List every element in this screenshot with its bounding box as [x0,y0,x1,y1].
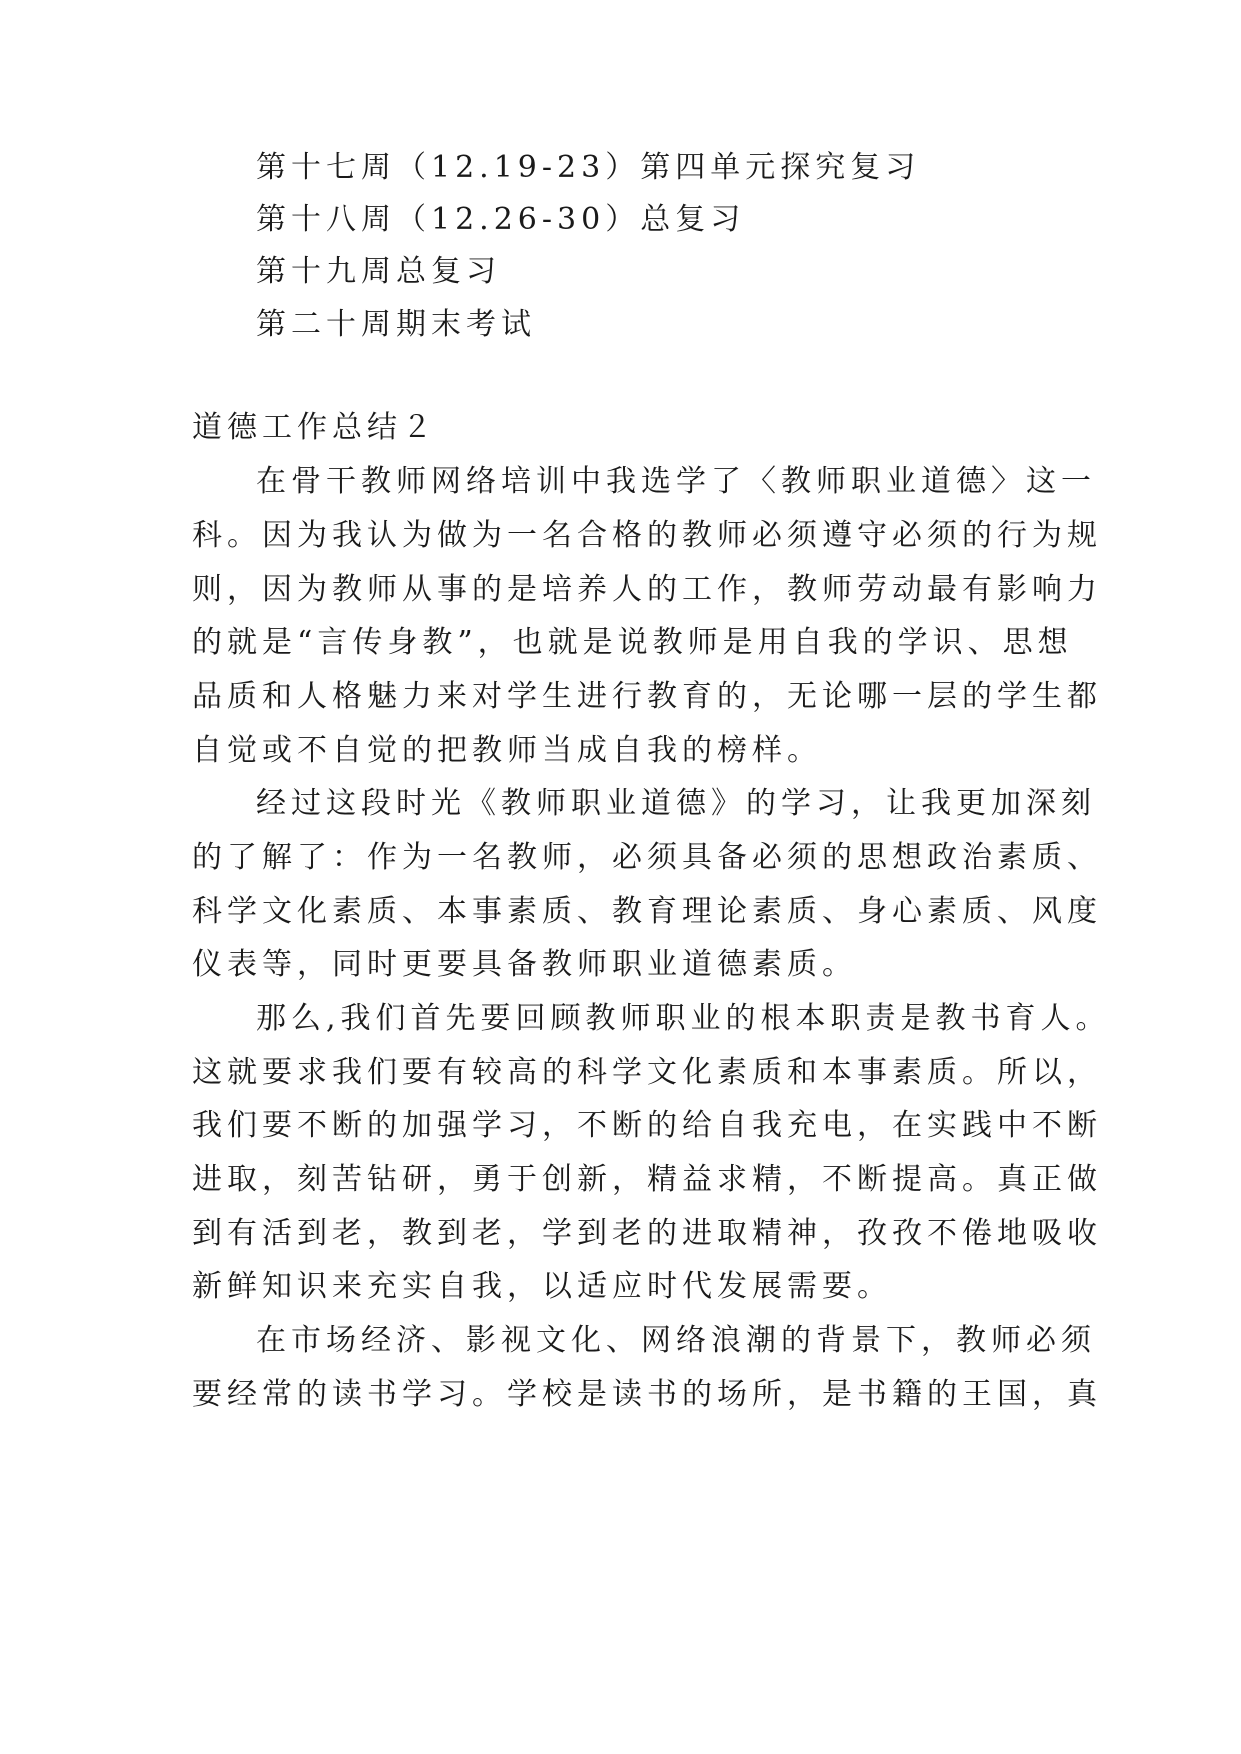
schedule-line: 第十八周（12.26-30）总复习 [256,202,746,237]
paragraph-line: 那么,我们首先要回顾教师职业的根本职责是教书育人。 [256,1001,1111,1036]
schedule-line: 第十九周总复习 [256,254,501,289]
section-title: 道德工作总结２ [192,410,437,445]
paragraph-line: 这就要求我们要有较高的科学文化素质和本事素质。所以， [192,1055,1102,1090]
paragraph-line: 到有活到老，教到老，学到老的进取精神，孜孜不倦地吸收 [192,1216,1102,1251]
paragraph-line: 则，因为教师从事的是培养人的工作，教师劳动最有影响力 [192,572,1102,607]
paragraph-line: 自觉或不自觉的把教师当成自我的榜样。 [192,733,822,768]
paragraph-line: 要经常的读书学习。学校是读书的场所，是书籍的王国，真 [192,1377,1102,1412]
paragraph-line: 的就是“言传身教”，也就是说教师是用自我的学识、思想 [192,625,1073,660]
paragraph-line: 新鲜知识来充实自我，以适应时代发展需要。 [192,1269,892,1304]
paragraph-line: 科学文化素质、本事素质、教育理论素质、身心素质、风度 [192,894,1102,929]
paragraph-line: 在骨干教师网络培训中我选学了〈教师职业道德〉这一 [256,464,1096,499]
paragraph-line: 经过这段时光《教师职业道德》的学习，让我更加深刻 [256,786,1096,821]
paragraph-line: 仪表等，同时更要具备教师职业道德素质。 [192,947,857,982]
paragraph-line: 我们要不断的加强学习，不断的给自我充电，在实践中不断 [192,1108,1102,1143]
paragraph-line: 在市场经济、影视文化、网络浪潮的背景下，教师必须 [256,1323,1096,1358]
paragraph-line: 的了解了：作为一名教师，必须具备必须的思想政治素质、 [192,840,1102,875]
paragraph-line: 品质和人格魅力来对学生进行教育的，无论哪一层的学生都 [192,679,1102,714]
schedule-line: 第二十周期末考试 [256,307,536,342]
schedule-line: 第十七周（12.19-23）第四单元探究复习 [256,150,921,185]
paragraph-line: 科。因为我认为做为一名合格的教师必须遵守必须的行为规 [192,518,1102,553]
paragraph-line: 进取，刻苦钻研，勇于创新，精益求精，不断提高。真正做 [192,1162,1102,1197]
